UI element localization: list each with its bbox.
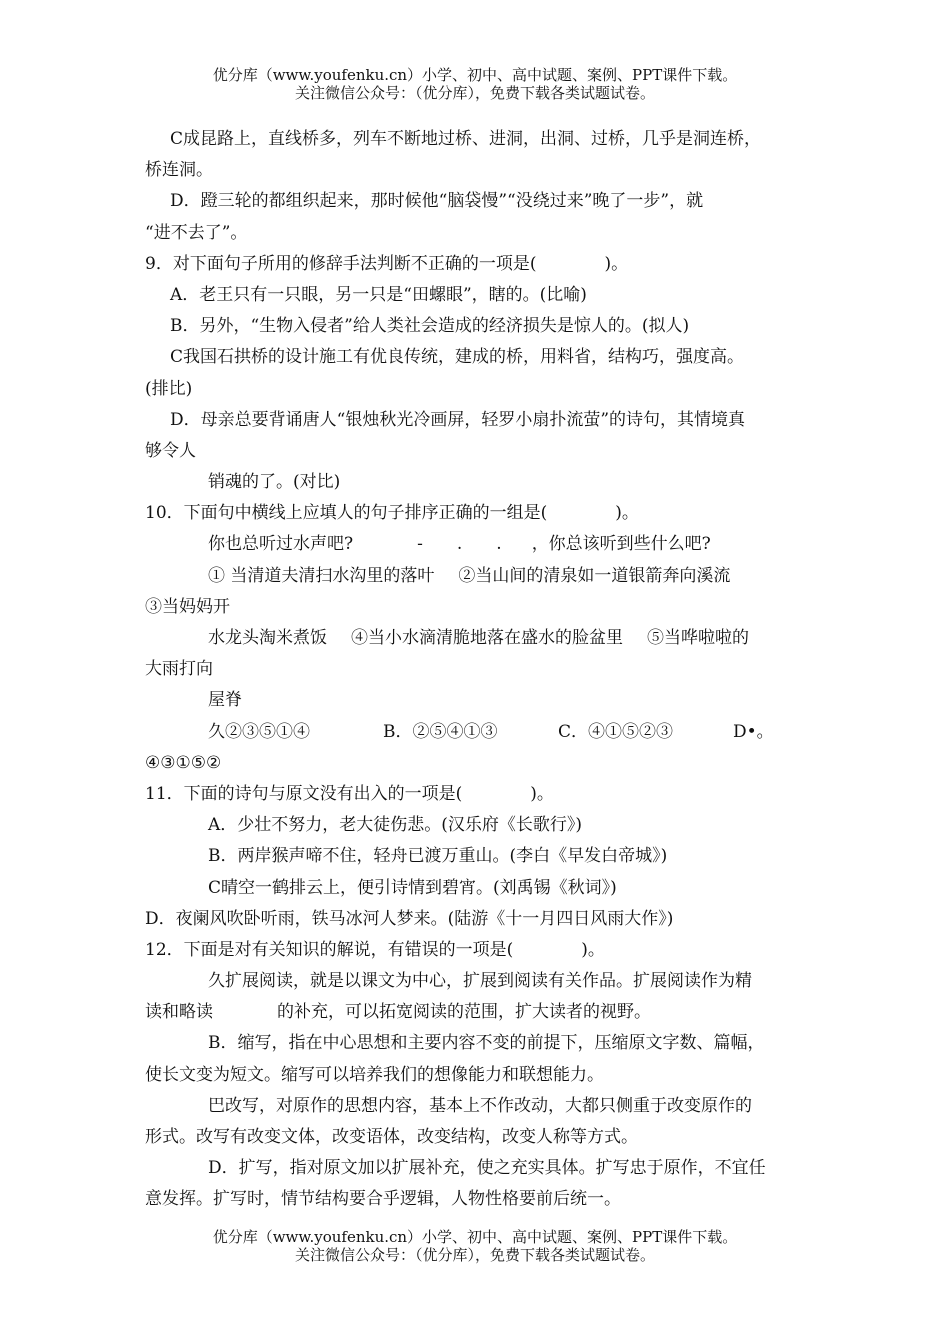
q10-option-5-line2: 大雨打向 xyxy=(145,659,213,680)
q11-option-d: D．夜阑风吹卧听雨，铁马冰河人梦来。(陆游《十一月四日风雨大作》) xyxy=(145,908,674,929)
footer-line-2: 关注微信公众号：（优分库），免费下载各类试题试卷。 xyxy=(294,1246,655,1264)
q9-option-d-line1: D．母亲总要背诵唐人“银烛秋光冷画屏，轻罗小扇扑流萤”的诗句，其情境真 xyxy=(170,409,746,430)
q10-option-5-line1: ⑤当哗啦啦的 xyxy=(647,628,749,648)
page-footer xyxy=(0,1228,950,1264)
q10-option-3-line2: 水龙头淘米煮饭 xyxy=(208,628,327,648)
q10-blank-marks: - . . xyxy=(417,534,502,555)
q10-choice-a: 久②③⑤①④ xyxy=(208,721,310,742)
q10-option-5-line3: 屋脊 xyxy=(208,690,242,711)
q10-sentence-start: 你也总听过水声吧? xyxy=(208,534,354,555)
q12-option-a-line2-part2: 的补充，可以拓宽阅读的范围，扩大读者的视野。 xyxy=(277,1002,651,1023)
q9-option-d-line2: 够令人 xyxy=(145,440,196,461)
q10-stem: 10．下面句中横线上应填人的句子排序正确的一组是( )。 xyxy=(145,503,639,524)
q10-options-row-1 xyxy=(145,561,810,592)
q11-stem: 11．下面的诗句与原文没有出入的一项是( )。 xyxy=(145,783,554,804)
q12-option-a-line2 xyxy=(145,997,810,1028)
header-line-2: 关注微信公众号：（优分库），免费下载各类试题试卷。 xyxy=(294,84,655,102)
q12-option-c-line2: 形式。改写有改变文体，改变语体，改变结构，改变人称等方式。 xyxy=(145,1127,638,1147)
q8-option-c-line1: C成昆路上，直线桥多，列车不断地过桥、进洞，出洞、过桥，几乎是洞连桥， xyxy=(170,129,762,149)
footer-line-1: 优分库（www.youfenku.cn）小学、初中、高中试题、案例、PPT课件下载。 xyxy=(212,1228,738,1246)
q12-option-d-line2: 意发挥。扩写时，情节结构要合乎逻辑，人物性格要前后统一。 xyxy=(145,1189,621,1210)
q9-stem: 9．对下面句子所用的修辞手法判断不正确的一项是( )。 xyxy=(145,253,629,274)
q10-choice-c: C．④①⑤②③ xyxy=(558,721,674,742)
q9-option-c-line1: C我国石拱桥的设计施工有优良传统，建成的桥，用料省，结构巧，强度高。 xyxy=(170,347,745,368)
header-line-1: 优分库（www.youfenku.cn）小学、初中、高中试题、案例、PPT课件下载。 xyxy=(212,66,738,84)
document-body xyxy=(145,124,810,1216)
q12-option-b-line1: B．缩写，指在中心思想和主要内容不变的前提下，压缩原文字数、篇幅， xyxy=(208,1033,765,1054)
q8-option-c-line2: 桥连洞。 xyxy=(145,160,213,181)
q12-stem: 12．下面是对有关知识的解说，有错误的一项是( )。 xyxy=(145,939,605,960)
q10-option-4: ④当小水滴清脆地落在盛水的脸盆里 xyxy=(351,628,623,648)
q11-option-b: B．两岸猴声啼不住，轻舟已渡万重山。(李白《早发白帝城》) xyxy=(208,846,668,867)
q11-option-a: A．少壮不努力，老大徒伤悲。(汉乐府《长歌行》) xyxy=(208,815,583,836)
q11-option-c: C晴空一鹤排云上，便引诗情到碧宵。(刘禹锡《秋词》) xyxy=(208,877,617,898)
q10-sentence-end: ，你总该听到些什么吧? xyxy=(531,534,711,555)
q12-option-a-line2-part1: 读和略读 xyxy=(145,1002,213,1023)
q10-option-3-line1: ③当妈妈开 xyxy=(145,596,230,617)
q12-option-a-line1: 久扩展阅读，就是以课文为中心，扩展到阅读有关作品。扩展阅读作为精 xyxy=(208,971,752,992)
q9-option-a: A．老王只有一只眼，另一只是“田螺眼”，瞎的。(比喻) xyxy=(170,284,587,305)
q10-choice-d-label: D•。 xyxy=(733,721,774,742)
q10-option-1: ① 当清道夫清扫水沟里的落叶 xyxy=(208,565,435,586)
q10-sentence xyxy=(145,529,810,560)
q10-choice-b: B．②⑤④①③ xyxy=(383,721,498,742)
q10-options-row-2 xyxy=(145,623,810,654)
q9-option-c-line2: (排比) xyxy=(145,378,193,399)
q9-option-b: B．另外，“生物入侵者”给人类社会造成的经济损失是惊人的。(拟人) xyxy=(170,316,690,337)
q12-option-b-line2: 使长文变为短文。缩写可以培养我们的想像能力和联想能力。 xyxy=(145,1064,604,1085)
q9-option-d-line3: 销魂的了。(对比) xyxy=(208,472,341,493)
q10-choices xyxy=(145,717,810,748)
page-header xyxy=(0,66,950,102)
q8-option-d-line2: “进不去了”。 xyxy=(145,222,248,243)
q10-option-2: ②当山间的清泉如一道银箭奔向溪流 xyxy=(458,565,731,586)
q12-option-c-line1: 巴改写，对原作的思想内容，基本上不作改动，大都只侧重于改变原作的 xyxy=(208,1095,752,1116)
q8-option-d-line1: D．蹬三轮的都组织起来，那时候他“脑袋慢”“没绕过来”晚了一步”，就 xyxy=(170,191,704,212)
q12-option-d-line1: D．扩写，指对原文加以扩展补充，使之充实具体。扩写忠于原作，不宜任 xyxy=(208,1158,766,1179)
q10-choice-d-value: ④③①⑤② xyxy=(145,752,222,773)
